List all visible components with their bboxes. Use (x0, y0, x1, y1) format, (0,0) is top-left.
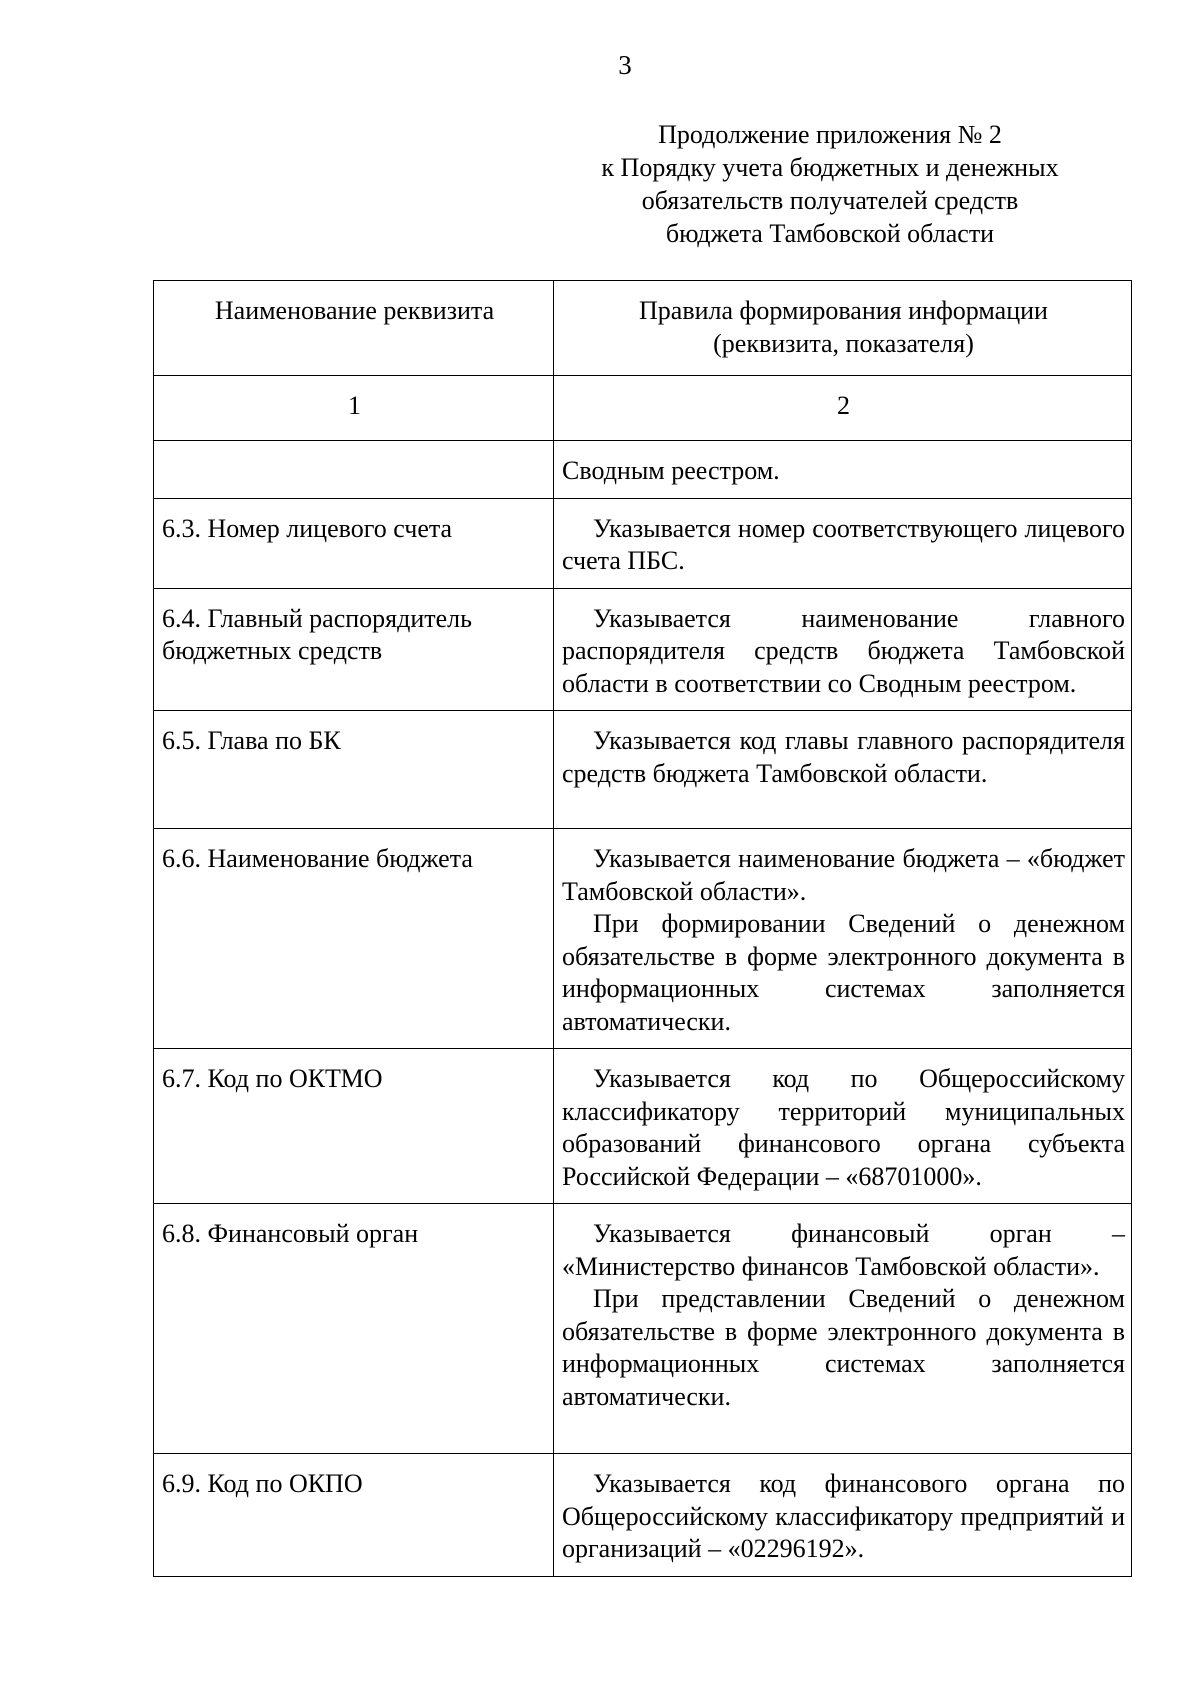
table-row (154, 1049, 1132, 1204)
table-row (154, 588, 1132, 711)
requisite-rule (554, 829, 1132, 1049)
requisites-table (153, 280, 1132, 1577)
continuation-row (154, 441, 1132, 499)
table-row (154, 498, 1132, 588)
heading-line-4: бюджета Тамбовской области (665, 219, 995, 248)
requisite-rule (554, 498, 1132, 588)
header-formation-rules-line-2: (реквизита, показателя) (713, 328, 974, 358)
rule-paragraph: Указывается наименование главного распорядителя средств бюджета Тамбовской области в соответствии со Сводным реестром. (562, 603, 1125, 698)
requisite-rule (554, 1049, 1132, 1204)
requisite-name: 6.4. Главный распорядитель бюджетных средств (154, 588, 554, 711)
heading-line-2: к Порядку учета бюджетных и денежных (601, 153, 1059, 182)
rule-paragraph: Указывается наименование бюджета – «бюджет Тамбовской области». (562, 844, 1125, 906)
requisite-rule (554, 1204, 1132, 1454)
requisite-name: 6.6. Наименование бюджета (154, 829, 554, 1049)
rule-paragraph: Указывается код финансового органа по Общероссийскому классификатору предприятий и организаций – «02296192». (562, 1469, 1125, 1563)
column-number-row (154, 376, 1132, 441)
requisite-name: 6.5. Глава по БК (154, 711, 554, 829)
requisite-rule (554, 588, 1132, 711)
table-row (154, 1204, 1132, 1454)
rule-paragraph: Указывается код по Общероссийскому классификатору территорий муниципальных образований финансового органа субъекта Российской Федерации – «68701000». (562, 1064, 1125, 1191)
rule-paragraph: Указывается финансовый орган – «Министерство финансов Тамбовской области». (562, 1219, 1125, 1281)
rule-paragraph: Указывается код главы главного распорядителя средств бюджета Тамбовской области. (562, 726, 1125, 788)
page-number: 3 (618, 50, 632, 80)
rule-paragraph: При представлении Сведений о денежном обязательстве в форме электронного документа в информационных системах заполняется автоматически. (562, 1284, 1125, 1411)
rule-paragraph: Указывается номер соответствующего лицевого счета ПБС. (562, 513, 1125, 575)
table-header-row (154, 281, 1132, 376)
requisite-name: 6.9. Код по ОКПО (154, 1454, 554, 1577)
header-formation-rules (554, 281, 1132, 376)
table-row (154, 711, 1132, 829)
requisite-name: 6.3. Номер лицевого счета (154, 498, 554, 588)
heading-line-3: обязательств получателей средств (641, 186, 1019, 215)
header-formation-rules-line-1: Правила формирования информации (639, 296, 1048, 325)
table-row (154, 829, 1132, 1049)
table-row (154, 1454, 1132, 1577)
heading-line-1: Продолжение приложения № 2 (658, 120, 1002, 149)
requisite-rule (554, 1454, 1132, 1577)
rule-paragraph: При формировании Сведений о денежном обязательстве в форме электронного документа в информационных системах заполняется автоматически. (562, 909, 1125, 1036)
requisite-name: 6.8. Финансовый орган (154, 1204, 554, 1454)
header-requisite-name: Наименование реквизита (154, 281, 554, 376)
continuation-text: Сводным реестром. (554, 441, 1132, 499)
continuation-name-cell (154, 441, 554, 499)
requisite-name: 6.7. Код по ОКТМО (154, 1049, 554, 1204)
appendix-heading (580, 118, 1080, 250)
column-number-1: 1 (154, 376, 554, 441)
requisite-rule (554, 711, 1132, 829)
column-number-2: 2 (554, 376, 1132, 441)
